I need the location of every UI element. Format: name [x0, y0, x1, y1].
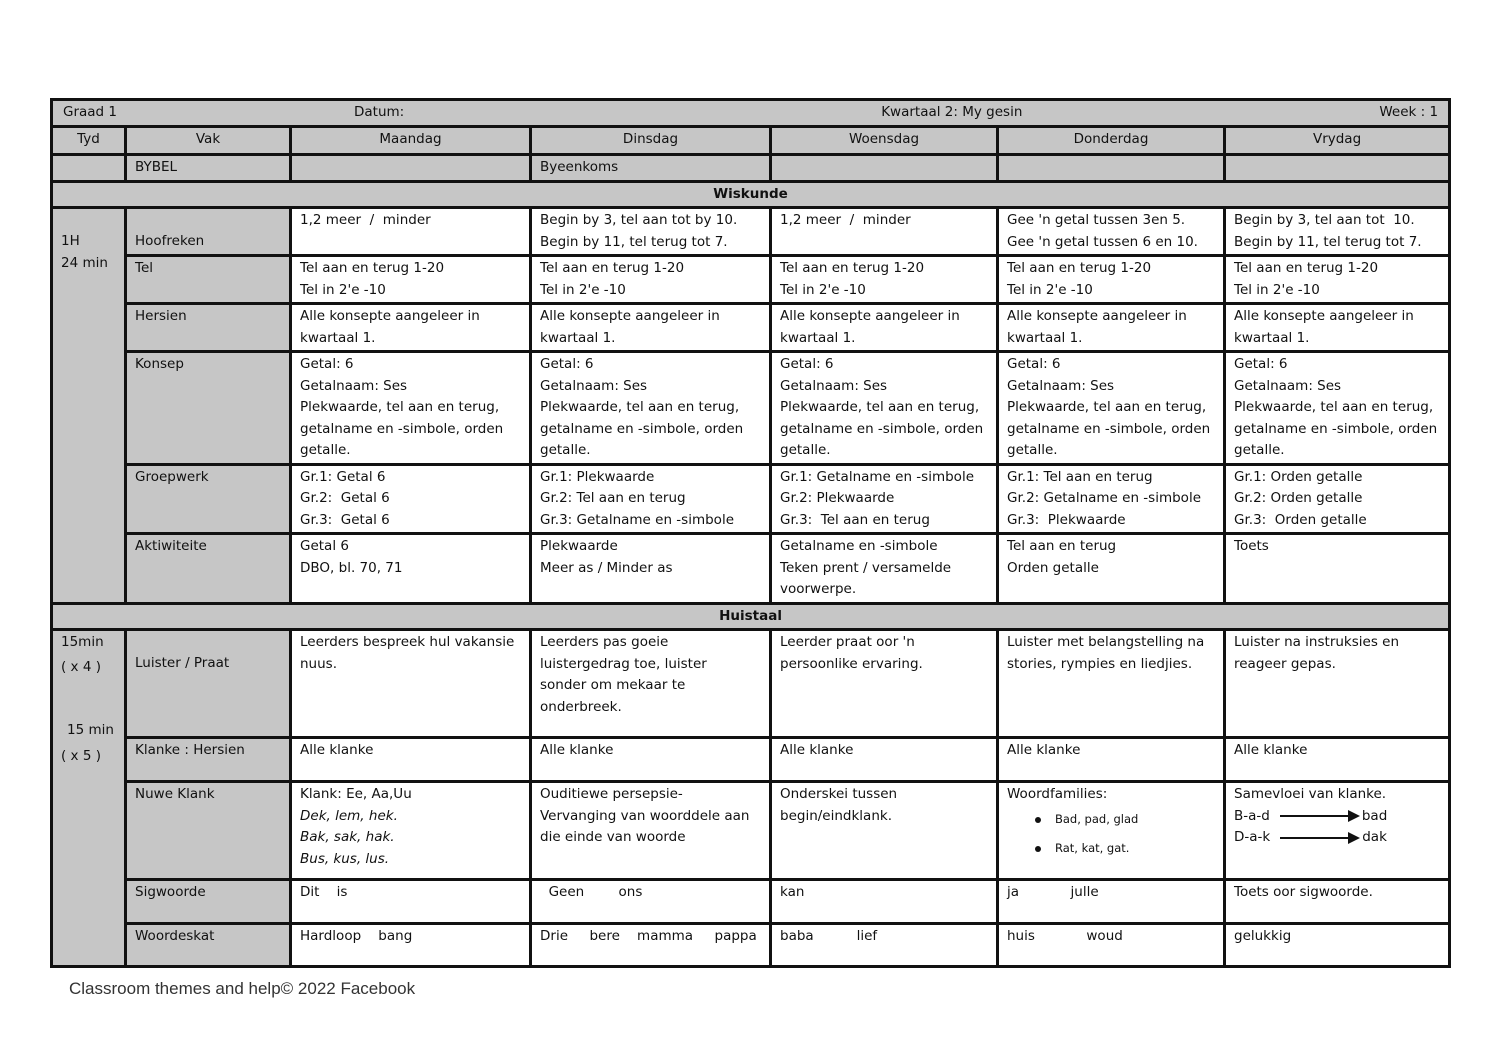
cell-line: Ouditiewe persepsie-: [540, 786, 683, 802]
wiskunde-body: [52, 208, 1450, 604]
cell-vrydag: [1225, 782, 1450, 880]
cell-line: getalle.: [1007, 442, 1058, 458]
term-theme-label: Kwartaal 2: My gesin: [881, 104, 1023, 120]
cell-vrydag: [1225, 630, 1450, 738]
cell-donderdag: [998, 464, 1225, 534]
subject-label-text: Hoofreken: [135, 233, 205, 249]
col-header-dinsdag: Dinsdag: [531, 126, 771, 154]
subject-label: [126, 738, 291, 782]
huistaal-row: [52, 880, 1450, 924]
cell-maandag: [291, 534, 531, 604]
wiskunde-row: [52, 256, 1450, 304]
cell-line: Gr.1: Orden getalle: [1234, 468, 1363, 485]
subject-label-text: Sigwoorde: [135, 884, 206, 900]
cell-line: Gr.1: Getalname en -simbole: [780, 468, 974, 485]
cell-line: Gr.1: Getal 6: [300, 468, 386, 485]
cell-donderdag: [998, 256, 1225, 304]
huistaal-section-row: [52, 603, 1450, 630]
cell-line: Plekwaarde, tel aan en terug,: [1007, 399, 1207, 415]
cell-line: getalname en -simbole, orden: [300, 420, 504, 437]
cell-line: kwartaal 1.: [540, 329, 616, 346]
cell-line: Dek, lem, hek.: [300, 807, 398, 824]
subject-label: [126, 464, 291, 534]
cell-line: DBO, bl. 70, 71: [300, 559, 403, 576]
cell-line: Teken prent / versamelde: [780, 559, 952, 576]
cell-line: Gr.1: Tel aan en terug: [1007, 468, 1153, 485]
footer-credit: Classroom themes and help© 2022 Facebook: [69, 979, 416, 998]
bybel-woensdag: [771, 154, 998, 181]
cell-woensdag: [771, 208, 998, 256]
cell-line: onderbreek.: [540, 698, 622, 715]
week-label: Week : 1: [1379, 104, 1439, 120]
cell-line: Gr.3: Getalname en -simbole: [540, 511, 734, 528]
cell-dinsdag: [531, 534, 771, 604]
cell-maandag: [291, 304, 531, 352]
wiskunde-row: [52, 464, 1450, 534]
grade-label: Graad 1: [63, 104, 118, 120]
cell-donderdag: [998, 782, 1225, 880]
cell-line: Gr.3: Tel aan en terug: [780, 511, 930, 528]
cell-line: voorwerpe.: [780, 581, 857, 597]
cell-line: Tel in 2'e -10: [300, 281, 386, 298]
subject-label: [126, 630, 291, 738]
column-header-row: [52, 126, 1450, 154]
bullet-item: [1007, 806, 1215, 835]
cell-maandag: [291, 782, 531, 880]
cell-donderdag: [998, 534, 1225, 604]
cell-line: Gr.2: Getalname en -simbole: [1007, 490, 1201, 506]
cell-line: Samevloei van klanke.: [1234, 786, 1387, 802]
col-header-vrydag: Vrydag: [1225, 126, 1450, 154]
bullet-text: Bad, pad, glad: [1055, 812, 1139, 827]
cell-line: begin/eindklank.: [780, 807, 892, 824]
cell-line: Tel in 2'e -10: [540, 281, 626, 298]
cell-line: Toets: [1234, 538, 1269, 554]
wiskunde-section-heading: Wiskunde: [52, 181, 1450, 208]
subject-label-text: Woordeskat: [135, 928, 215, 944]
cell-woensdag: [771, 352, 998, 465]
cell-line: Tel in 2'e -10: [780, 281, 866, 298]
cell-line: Klank: Ee, Aa,Uu: [300, 786, 412, 802]
cell-line: Gr.1: Plekwaarde: [540, 468, 655, 485]
cell-line: Bus, kus, lus.: [300, 850, 390, 867]
cell-line: Leerders pas goeie: [540, 634, 669, 650]
cell-line: Tel aan en terug: [1007, 538, 1117, 554]
cell-vrydag: [1225, 352, 1450, 465]
subject-label-text: Aktiwiteite: [135, 538, 207, 554]
cell-line: Getal: 6: [1234, 356, 1288, 372]
cell-line: Getalname en -simbole: [780, 538, 938, 554]
cell-line: Tel aan en terug 1-20: [1007, 260, 1152, 276]
subject-label: [126, 208, 291, 256]
blend-letters: D-a-k: [1234, 829, 1271, 845]
cell-dinsdag: [531, 352, 771, 465]
bybel-row: [52, 154, 1450, 181]
cell-line: Alle konsepte aangeleer in: [780, 308, 960, 324]
cell-line: Plekwaarde: [540, 538, 618, 554]
cell-donderdag: [998, 304, 1225, 352]
blend-letters: B-a-d: [1234, 807, 1270, 824]
col-header-tyd: Tyd: [52, 126, 126, 154]
cell-woensdag: [771, 782, 998, 880]
col-header-woensdag: Woensdag: [771, 126, 998, 154]
cell-line: Begin by 11, tel terug tot 7.: [1234, 233, 1422, 250]
blend-row: [1234, 827, 1440, 849]
time-line: 15min: [61, 634, 104, 650]
blend-word: bad: [1361, 807, 1388, 824]
subject-label: [126, 924, 291, 967]
wiskunde-row: [52, 208, 1450, 256]
cell-dinsdag: [531, 782, 771, 880]
bybel-vrydag: [1225, 154, 1450, 181]
subject-label-text: Konsep: [135, 356, 184, 372]
cell-line: Plekwaarde, tel aan en terug,: [300, 399, 500, 415]
cell-line: sonder om mekaar te: [540, 677, 686, 693]
cell-maandag: [291, 208, 531, 256]
cell-woensdag: [771, 534, 998, 604]
cell-line: Gr.2: Tel aan en terug: [540, 490, 686, 506]
cell-vrydag: [1225, 304, 1450, 352]
cell-line: kwartaal 1.: [1007, 329, 1083, 346]
title-row: [52, 100, 1450, 127]
cell-line: Tel aan en terug 1-20: [1234, 260, 1379, 276]
cell-dinsdag: [531, 630, 771, 738]
time-line: 15 min: [67, 722, 114, 738]
huistaal-section-heading: Huistaal: [52, 603, 1450, 630]
cell-line: getalle.: [540, 442, 591, 458]
bybel-maandag: [291, 154, 531, 181]
huistaal-row: [52, 924, 1450, 967]
bullet-item: [1007, 835, 1215, 864]
cell-donderdag: [998, 352, 1225, 465]
cell-line: 1,2 meer / minder: [780, 212, 911, 228]
subject-label: [126, 782, 291, 880]
blend-word: dak: [1362, 829, 1387, 845]
cell-donderdag: ja julle: [998, 880, 1225, 924]
cell-line: getalname en -simbole, orden: [1234, 420, 1438, 437]
cell-line: Gr.2: Getal 6: [300, 490, 390, 506]
cell-dinsdag: [531, 304, 771, 352]
cell-line: Gee 'n getal tussen 6 en 10.: [1007, 233, 1198, 250]
cell-line: stories, rympies en liedjies.: [1007, 655, 1193, 672]
time-line: ( x 5 ): [61, 747, 101, 764]
cell-line: Tel aan en terug 1-20: [300, 260, 445, 276]
cell-woensdag: baba lief: [771, 924, 998, 967]
cell-woensdag: Alle klanke: [771, 738, 998, 782]
time-line: ( x 4 ): [61, 658, 101, 675]
cell-line: Getal: 6: [780, 356, 834, 372]
cell-line: kwartaal 1.: [1234, 329, 1310, 346]
lesson-plan-table: [50, 98, 1451, 968]
cell-line: Leerder praat oor 'n: [780, 634, 915, 650]
bybel-dinsdag: Byeenkoms: [531, 154, 771, 181]
wiskunde-row: [52, 304, 1450, 352]
bullet-icon: [1035, 846, 1041, 852]
arrow-right-icon: [1280, 837, 1358, 839]
cell-woensdag: [771, 256, 998, 304]
cell-line: 1H: [61, 233, 80, 249]
bullet-text: Rat, kat, gat.: [1055, 841, 1130, 856]
cell-line: Plekwaarde, tel aan en terug,: [540, 399, 740, 415]
cell-line: getalname en -simbole, orden: [780, 420, 984, 437]
cell-line: Tel aan en terug 1-20: [540, 260, 685, 276]
cell-line: Alle konsepte aangeleer in: [1234, 308, 1414, 324]
cell-vrydag: Alle klanke: [1225, 738, 1450, 782]
cell-line: luistergedrag toe, luister: [540, 655, 707, 672]
huistaal-row: [52, 738, 1450, 782]
subject-label: [126, 256, 291, 304]
cell-line: 1,2 meer / minder: [300, 212, 431, 228]
cell-line: getalle.: [300, 442, 351, 458]
cell-donderdag: huis woud: [998, 924, 1225, 967]
cell-woensdag: [771, 304, 998, 352]
cell-dinsdag: [531, 256, 771, 304]
cell-maandag: Alle klanke: [291, 738, 531, 782]
cell-line: Tel in 2'e -10: [1234, 281, 1320, 298]
wiskunde-row: [52, 534, 1450, 604]
subject-label-text: Tel: [135, 260, 154, 276]
cell-line: Getalnaam: Ses: [780, 377, 888, 394]
wiskunde-time-cell: [52, 208, 126, 604]
wiskunde-row: [52, 352, 1450, 465]
cell-line: die einde van woorde: [540, 829, 686, 845]
cell-woensdag: [771, 464, 998, 534]
cell-vrydag: [1225, 534, 1450, 604]
cell-dinsdag: Alle klanke: [531, 738, 771, 782]
cell-maandag: [291, 256, 531, 304]
cell-line: Alle konsepte aangeleer in: [300, 308, 480, 324]
subject-label: [126, 352, 291, 465]
cell-line: Getalnaam: Ses: [540, 377, 648, 394]
cell-line: Getal: 6: [300, 356, 354, 372]
cell-line: nuus.: [300, 655, 337, 672]
col-header-maandag: Maandag: [291, 126, 531, 154]
cell-line: Gee 'n getal tussen 3en 5.: [1007, 212, 1186, 228]
cell-vrydag: [1225, 256, 1450, 304]
subject-label-text: Nuwe Klank: [135, 786, 215, 802]
cell-line: Gr.2: Plekwaarde: [780, 490, 895, 506]
cell-line: kwartaal 1.: [780, 329, 856, 346]
subject-label-text: Hersien: [135, 308, 187, 324]
cell-vrydag: Toets oor sigwoorde.: [1225, 880, 1450, 924]
huistaal-time-cell: [52, 630, 126, 967]
col-header-donderdag: Donderdag: [998, 126, 1225, 154]
cell-woensdag: kan: [771, 880, 998, 924]
cell-line: Luister na instruksies en: [1234, 634, 1400, 650]
cell-maandag: [291, 352, 531, 465]
cell-line: Begin by 3, tel aan tot 10.: [1234, 212, 1415, 228]
cell-dinsdag: [531, 464, 771, 534]
cell-vrydag: [1225, 464, 1450, 534]
cell-line: Woordfamilies:: [1007, 786, 1108, 802]
cell-line: Gr.2: Orden getalle: [1234, 490, 1363, 506]
cell-line: persoonlike ervaring.: [780, 655, 923, 672]
cell-line: Leerders bespreek hul vakansie: [300, 634, 515, 650]
cell-line: Begin by 11, tel terug tot 7.: [540, 233, 728, 250]
cell-line: Tel in 2'e -10: [1007, 281, 1093, 298]
cell-line: Getal 6: [300, 538, 349, 554]
cell-line: Gr.3: Orden getalle: [1234, 511, 1367, 528]
cell-line: Gr.3: Getal 6: [300, 511, 390, 528]
subject-label-text: Groepwerk: [135, 468, 209, 485]
cell-maandag: Dit is: [291, 880, 531, 924]
cell-line: Meer as / Minder as: [540, 559, 673, 576]
cell-line: Vervanging van woorddele aan: [540, 807, 750, 824]
title-bar: [52, 100, 1450, 127]
bybel-time-cell: [52, 154, 126, 181]
cell-line: Getalnaam: Ses: [300, 377, 408, 394]
cell-line: Alle konsepte aangeleer in: [540, 308, 720, 324]
cell-line: getalname en -simbole, orden: [540, 420, 744, 437]
cell-vrydag: gelukkig: [1225, 924, 1450, 967]
cell-line: Begin by 3, tel aan tot by 10.: [540, 212, 738, 228]
cell-line: Gr.3: Plekwaarde: [1007, 511, 1126, 528]
cell-line: Plekwaarde, tel aan en terug,: [780, 399, 980, 415]
subject-label: [126, 304, 291, 352]
huistaal-row: [52, 630, 1450, 738]
cell-line: Plekwaarde, tel aan en terug,: [1234, 399, 1434, 415]
cell-dinsdag: Drie bere mamma pappa: [531, 924, 771, 967]
subject-label-text: Luister / Praat: [135, 655, 230, 671]
bybel-donderdag: [998, 154, 1225, 181]
cell-vrydag: [1225, 208, 1450, 256]
blend-row: [1234, 806, 1440, 828]
cell-line: kwartaal 1.: [300, 329, 376, 346]
cell-donderdag: [998, 208, 1225, 256]
huistaal-row: [52, 782, 1450, 880]
cell-line: getalname en -simbole, orden: [1007, 420, 1211, 437]
subject-label: [126, 880, 291, 924]
huistaal-body: [52, 630, 1450, 967]
cell-woensdag: [771, 630, 998, 738]
cell-line: Getal: 6: [1007, 356, 1061, 372]
cell-dinsdag: [531, 208, 771, 256]
cell-maandag: [291, 630, 531, 738]
bybel-label: BYBEL: [126, 154, 291, 181]
cell-donderdag: Alle klanke: [998, 738, 1225, 782]
cell-line: Tel aan en terug 1-20: [780, 260, 925, 276]
cell-donderdag: [998, 630, 1225, 738]
cell-line: getalle.: [1234, 442, 1285, 458]
col-header-vak: Vak: [126, 126, 291, 154]
subject-label: [126, 534, 291, 604]
cell-maandag: [291, 464, 531, 534]
cell-line: Getal: 6: [540, 356, 594, 372]
cell-dinsdag: Geen ons: [531, 880, 771, 924]
wiskunde-section-row: [52, 181, 1450, 208]
cell-line: Getalnaam: Ses: [1007, 377, 1115, 394]
arrow-right-icon: [1280, 815, 1358, 817]
cell-line: 24 min: [61, 254, 108, 271]
cell-line: Onderskei tussen: [780, 786, 898, 802]
cell-line: Luister met belangstelling na: [1007, 634, 1205, 650]
cell-line: Bak, sak, hak.: [300, 829, 395, 845]
bullet-icon: [1035, 817, 1041, 823]
cell-line: Getalnaam: Ses: [1234, 377, 1342, 394]
cell-line: reageer gepas.: [1234, 655, 1336, 672]
cell-line: getalle.: [780, 442, 831, 458]
cell-line: Alle konsepte aangeleer in: [1007, 308, 1187, 324]
cell-line: Orden getalle: [1007, 559, 1099, 576]
subject-label-text: Klanke : Hersien: [135, 742, 245, 758]
date-label: Datum:: [354, 104, 405, 120]
cell-maandag: Hardloop bang: [291, 924, 531, 967]
